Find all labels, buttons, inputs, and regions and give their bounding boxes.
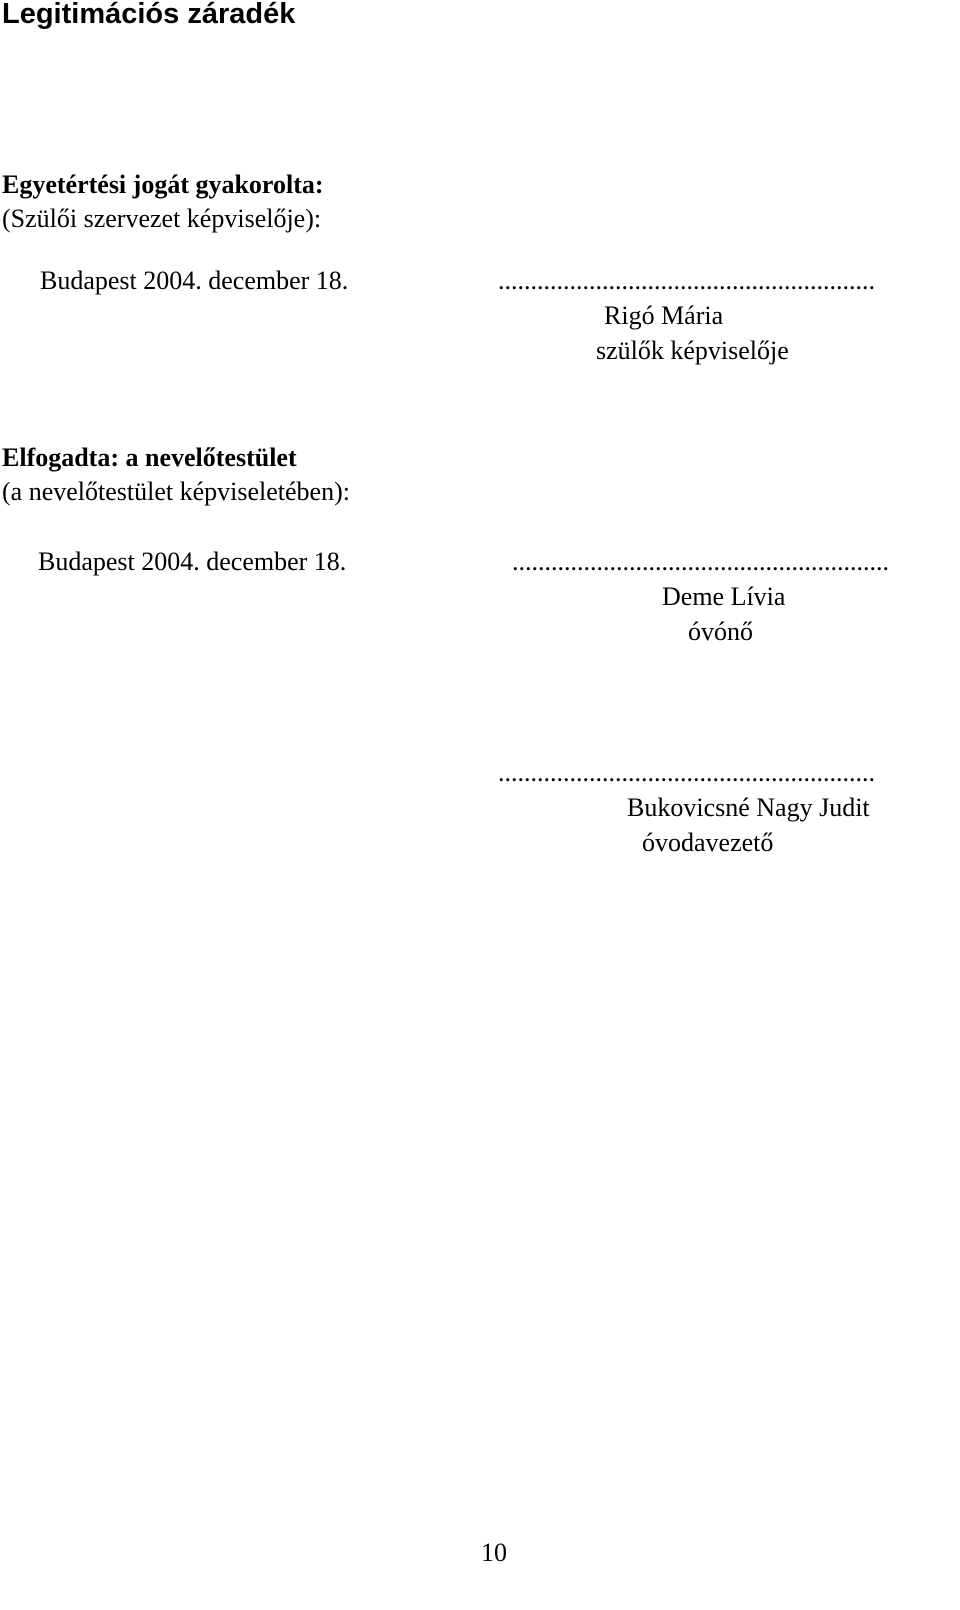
section3-signer-role: óvodavezető: [642, 828, 774, 857]
page-number: 10: [481, 1538, 507, 1567]
section3-signature-line: ..........................................................: [498, 760, 875, 786]
section1-date: Budapest 2004. december 18.: [40, 266, 349, 295]
section1-signature-line: ..........................................................: [498, 268, 875, 294]
section1-heading: Egyetértési jogát gyakorolta:: [2, 170, 324, 199]
section1-subheading: (Szülői szervezet képviselője):: [2, 204, 322, 233]
section2-heading: Elfogadta: a nevelőtestület: [2, 443, 297, 472]
document-title: Legitimációs záradék: [2, 0, 296, 30]
section2-signature-line: ..........................................................: [512, 549, 889, 575]
section1-signer-role: szülők képviselője: [596, 336, 789, 365]
section3-signer-name: Bukovicsné Nagy Judit: [627, 793, 870, 822]
section2-signer-role: óvónő: [688, 617, 753, 646]
section1-signer-name: Rigó Mária: [604, 301, 724, 330]
section2-subheading: (a nevelőtestület képviseletében):: [2, 477, 350, 506]
section2-date: Budapest 2004. december 18.: [38, 547, 347, 576]
section2-signer-name: Deme Lívia: [662, 582, 786, 611]
